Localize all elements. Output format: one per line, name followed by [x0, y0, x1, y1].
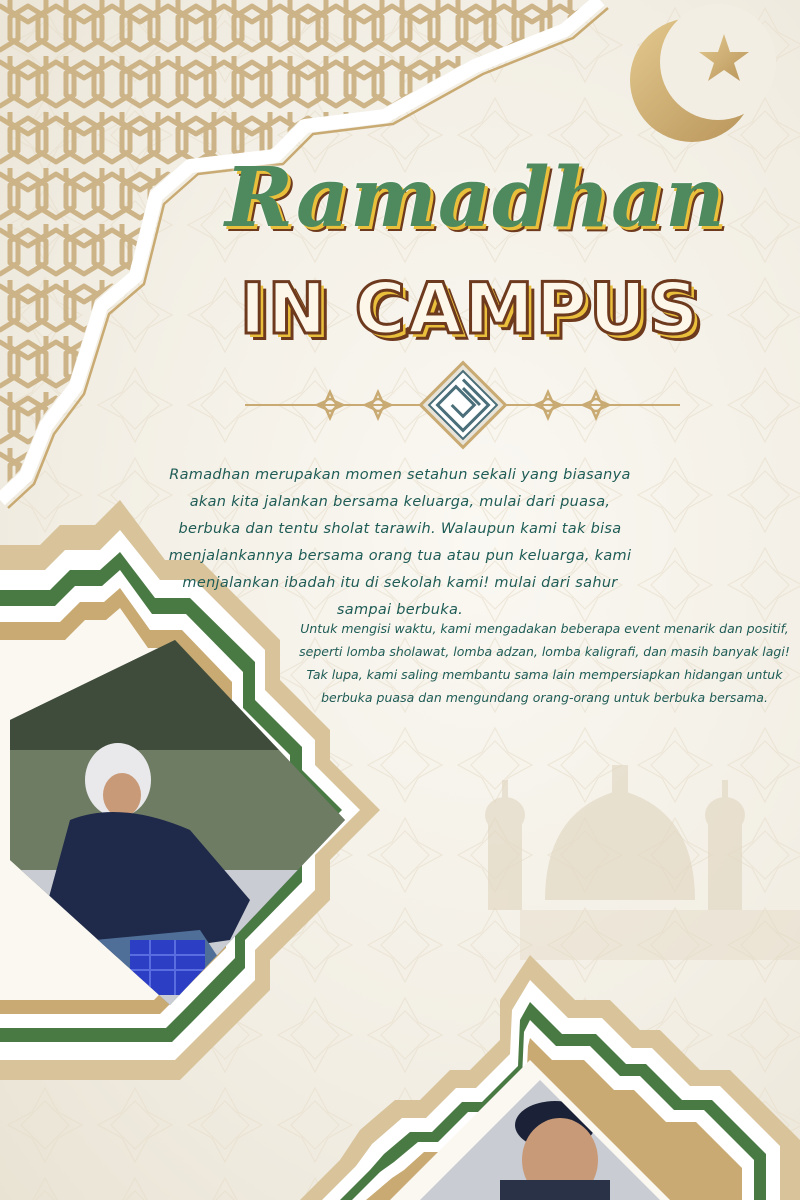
title-script: Ramadhan: [225, 150, 726, 246]
paragraph-events: Untuk mengisi waktu, kami mengadakan beberapa event menarik dan positif, seperti lomba sholawat, lomba adzan, lomba kaligrafi, dan masih banyak lagi! Tak lupa, kami saling membantu sama lain mempersiapkan hidangan untuk berbuka puasa dan mengundang orang-orang untuk berbuka bersama.: [299, 621, 790, 705]
title-block: IN CAMPUS: [239, 268, 701, 350]
paragraph-intro: Ramadhan merupakan momen setahun sekali yang biasanya akan kita jalankan bersama keluarga, mulai dari puasa, berbuka dan tentu sholat tarawih. Walaupun kami tak bisa menjalankannya bersama orang tua atau pun keluarga, kami menjalankan ibadah itu di sekolah kami! mulai dari sahur sampai berbuka.: [168, 467, 632, 618]
